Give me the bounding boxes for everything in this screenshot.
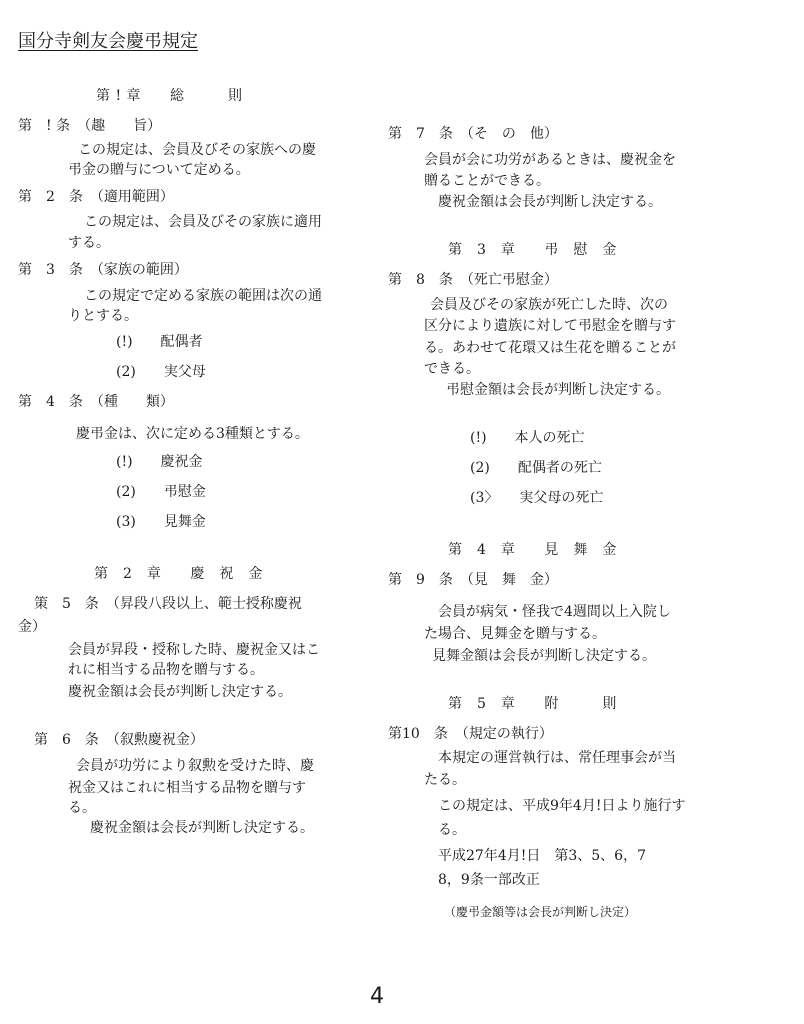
chapter-2-heading: 第 2 章 慶 祝 金 — [94, 566, 263, 582]
article-9-line: 会員が病気・怪我で4週間以上入院し — [438, 604, 671, 620]
article-10-line: る。 — [438, 822, 466, 838]
article-2-line: この規定は、会員及びその家族に適用 — [84, 214, 322, 230]
article-4-line: 慶弔金は、次に定める3種類とする。 — [76, 426, 309, 442]
article-8-line: できる。 — [424, 361, 480, 377]
article-10-line: 8，9条一部改正 — [438, 872, 540, 888]
article-7-line: 会員が会に功労があるときは、慶祝金を — [424, 152, 676, 168]
chapter-1-heading: 第 ! 章 総 則 — [96, 88, 243, 104]
article-4-item: (3) 見舞金 — [116, 514, 206, 530]
article-8-line: 区分により遺族に対して弔慰金を贈与す — [424, 318, 676, 334]
article-3-item: (!) 配偶者 — [116, 334, 203, 350]
article-3-line: この規定で定める家族の範囲は次の通 — [84, 288, 322, 304]
article-9-heading: 第 9 条 （見 舞 金） — [388, 572, 558, 588]
chapter-5-heading: 第 5 章 附 則 — [448, 696, 617, 712]
article-10-line: 平成27年4月!日 第3、5、6，7 — [438, 848, 646, 864]
article-10-heading: 第10 条 （規定の執行） — [388, 726, 553, 742]
article-10-note: （慶弔金額等は会長が判断し決定） — [444, 905, 637, 919]
article-8-item: (!) 本人の死亡 — [470, 430, 585, 446]
article-6-line: 慶祝金額は会長が判断し決定する。 — [90, 820, 314, 836]
article-8-line: る。あわせて花環又は生花を贈ることが — [424, 340, 676, 356]
article-1-line: この規定は、会員及びその家族への慶 — [78, 142, 316, 158]
article-6-line: 祝金又はこれに相当する品物を贈与す — [68, 780, 306, 796]
article-8-heading: 第 8 条 （死亡弔慰金） — [388, 272, 558, 288]
article-10-line: 本規定の運営執行は、常任理事会が当 — [438, 750, 676, 766]
article-5-heading: 策 5 条 （昇段八段以上、範士授称慶祝 — [34, 596, 302, 612]
article-6-line: る。 — [68, 800, 96, 816]
article-4-heading: 第 4 条 （種 類） — [18, 394, 174, 410]
article-10-line: たる。 — [424, 772, 466, 788]
article-7-line: 慶祝金額は会長が判断し決定する。 — [438, 194, 662, 210]
article-8-item: (3〉 実父母の死亡 — [470, 490, 604, 506]
document-title: 国分寺剣友会慶弔規定 — [18, 31, 198, 52]
page-number: 4 — [370, 984, 384, 1009]
chapter-4-heading: 第 4 章 見 舞 金 — [448, 542, 617, 558]
chapter-3-heading: 第 3 章 弔 慰 金 — [448, 242, 617, 258]
article-3-heading: 第 3 条 （家族の範囲） — [18, 262, 188, 278]
article-3-line: りとする。 — [68, 308, 138, 324]
article-1-line: 弔金の贈与について定める。 — [68, 162, 250, 178]
article-6-line: 会員が功労により叙勲を受けた時、慶 — [76, 758, 314, 774]
article-4-item: (!) 慶祝金 — [116, 454, 203, 470]
article-2-heading: 第 2 条 （適用範囲） — [18, 189, 174, 205]
article-8-line: 会員及びその家族が死亡した時、次の — [430, 297, 668, 313]
article-7-line: 贈ることができる。 — [424, 173, 550, 189]
article-4-item: (2) 弔慰金 — [116, 484, 206, 500]
article-7-heading: 第 7 条 （そ の 他） — [388, 126, 558, 142]
article-10-line: この規定は、平成9年4月!日より施行す — [438, 798, 686, 814]
article-5-line: 会員が昇段・授称した時、慶祝金又はこ — [68, 642, 320, 658]
article-5-line: 慶祝金額は会長が判断し決定する。 — [68, 684, 292, 700]
article-6-heading: 第 6 条 （叙勲慶祝金） — [34, 732, 204, 748]
article-8-item: (2) 配偶者の死亡 — [470, 460, 602, 476]
article-3-item: (2) 実父母 — [116, 364, 206, 380]
article-9-line: 見舞金額は会長が判断し決定する。 — [432, 648, 656, 664]
article-2-line: する。 — [68, 235, 110, 251]
article-9-line: た場合、見舞金を贈与する。 — [424, 626, 606, 642]
article-1-heading: 第 ! 条 （趣 旨） — [18, 118, 162, 134]
article-5-line: れに相当する品物を贈与する。 — [68, 662, 264, 678]
article-5-heading-cont: 金） — [18, 619, 46, 635]
article-8-line: 弔慰金額は会長が判断し決定する。 — [446, 382, 670, 398]
